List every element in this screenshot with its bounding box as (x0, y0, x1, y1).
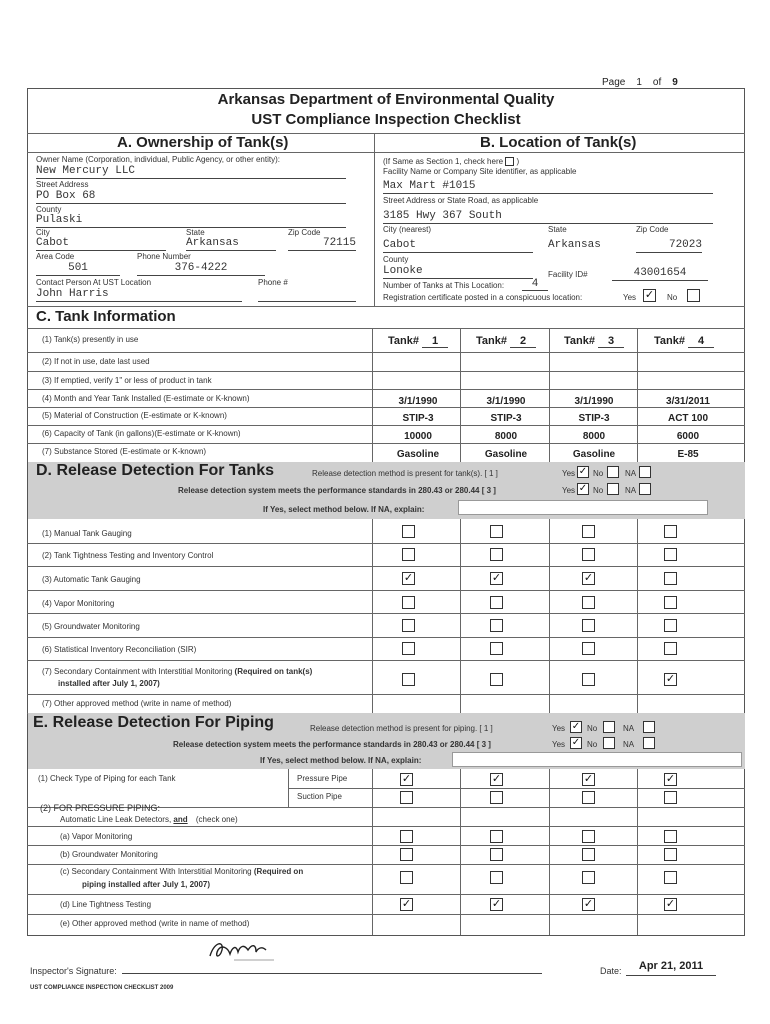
d-na-label: NA (625, 469, 637, 478)
same-checkbox[interactable] (505, 157, 514, 166)
divider (288, 788, 745, 789)
pressure-pipe-label: Pressure Pipe (297, 774, 348, 783)
d-row-label: (5) Groundwater Monitoring (42, 622, 140, 631)
d-checkbox[interactable]: ✓ (491, 572, 502, 584)
contact-label: Contact Person At UST Location (36, 278, 152, 287)
divider (27, 407, 745, 408)
d-row7-text: (7) Secondary Containment with Interstitial Monitoring (42, 667, 233, 676)
date-field[interactable]: Apr 21, 2011 (626, 960, 716, 976)
e-explain-text: If Yes, select method below. If NA, explain: (260, 756, 422, 765)
tank-substance: Gasoline (484, 449, 528, 460)
tank-material: STIP-3 (490, 413, 522, 424)
divider (27, 152, 745, 153)
d-checkbox[interactable] (582, 673, 595, 686)
tank-prefix: Tank# (564, 335, 595, 347)
e-sub-c-line2: piping installed after July 1, 2007) (82, 880, 211, 889)
tank-header (564, 335, 624, 348)
e-yes-label: Yes (552, 740, 566, 749)
d-row-label: (3) Automatic Tank Gauging (42, 575, 141, 584)
reg-yes-label: Yes (623, 293, 637, 302)
d-yes-label: Yes (562, 486, 576, 495)
d-row7-line2: installed after July 1, 2007) (58, 679, 160, 688)
tank-substance: E-85 (677, 449, 699, 460)
reg-label: Registration certificate posted in a conspicuous location: (383, 293, 583, 302)
divider (27, 389, 745, 390)
d-checkbox[interactable] (582, 525, 595, 538)
tank-installed: 3/1/1990 (574, 396, 614, 407)
form-title: UST Compliance Inspection Checklist (251, 111, 521, 128)
e-pressure-checkbox[interactable]: ✓ (583, 773, 594, 785)
d-explain-field[interactable] (458, 500, 708, 515)
divider (27, 371, 745, 372)
suction-pipe-label: Suction Pipe (297, 792, 342, 801)
divider (27, 894, 745, 895)
facility-id-field[interactable]: 43001654 (612, 267, 708, 281)
tank-prefix: Tank# (476, 335, 507, 347)
e-sub-label: (a) Vapor Monitoring (60, 832, 133, 841)
divider (27, 864, 745, 865)
divider (637, 519, 638, 713)
zip-field[interactable]: 72115 (288, 237, 356, 251)
tank-num: 4 (688, 335, 714, 348)
d-checkbox[interactable] (664, 619, 677, 632)
facility-label: Facility Name or Company Site identifier, as applicable (383, 167, 577, 176)
e-present-no-checkbox[interactable] (603, 721, 615, 733)
c-row-label: (4) Month and Year Tank Installed (E-estimate or K-known) (42, 394, 250, 403)
d-explain-text: If Yes, select method below. If NA, explain: (263, 505, 425, 514)
e-row1-label: (1) Check Type of Piping for each Tank (38, 774, 176, 783)
page-label: Page (602, 77, 626, 88)
b-city-label: City (nearest) (383, 225, 432, 234)
state-field[interactable]: Arkansas (186, 237, 276, 251)
e-suction-checkbox[interactable] (582, 791, 595, 804)
d-checkbox[interactable] (664, 596, 677, 609)
tank-header (476, 335, 536, 348)
divider (27, 845, 745, 846)
d-checkbox[interactable] (490, 548, 503, 561)
d-row-label: (6) Statistical Inventory Reconciliation (SIR) (42, 645, 197, 654)
b-county-label: County (383, 255, 409, 264)
section-c-heading: C. Tank Information (36, 308, 176, 325)
contact-phone-label: Phone # (258, 278, 288, 287)
reg-no-checkbox[interactable] (687, 289, 700, 302)
e-vapor-checkbox[interactable] (664, 830, 677, 843)
e-suction-checkbox[interactable] (490, 791, 503, 804)
tank-substance: Gasoline (572, 449, 616, 460)
d-checkbox[interactable] (582, 619, 595, 632)
e-row2b-and: and (173, 815, 188, 824)
tank-material: ACT 100 (667, 413, 708, 424)
e-yes-label: Yes (552, 724, 566, 733)
e-secondary-checkbox[interactable] (664, 871, 677, 884)
d-row-label (42, 667, 312, 676)
county-field[interactable]: Pulaski (36, 214, 346, 228)
same-label-close: ) (516, 157, 520, 166)
divider (27, 443, 745, 444)
e-secondary-checkbox[interactable] (400, 871, 413, 884)
section-e-heading: E. Release Detection For Piping (33, 714, 274, 731)
d-checkbox[interactable] (490, 673, 503, 686)
e-sub-label: (e) Other approved method (write in name of method) (60, 919, 250, 928)
reg-yes-checkbox[interactable]: ✓ (644, 289, 655, 301)
divider (549, 519, 550, 713)
divider (27, 694, 745, 695)
e-row2b-text: Automatic Line Leak Detectors, (60, 815, 172, 824)
c-row-label: (7) Substance Stored (E-estimate or K-known) (42, 447, 207, 456)
section-a-heading: A. Ownership of Tank(s) (117, 134, 289, 151)
tank-num: 3 (598, 335, 624, 348)
tank-num: 1 (422, 335, 448, 348)
b-state-label: State (548, 225, 567, 234)
area-code-label: Area Code (36, 252, 75, 261)
e-sub-label: (d) Line Tightness Testing (60, 900, 152, 909)
city-label: City (36, 228, 50, 237)
c-row-label: (5) Material of Construction (E-estimate or K-known) (42, 411, 227, 420)
d-checkbox[interactable] (490, 619, 503, 632)
d-yes-label: Yes (562, 469, 576, 478)
d-no-label: No (593, 486, 604, 495)
e-secondary-checkbox[interactable] (490, 871, 503, 884)
facility-field[interactable]: Max Mart #1015 (383, 180, 713, 194)
b-state-field[interactable]: Arkansas (548, 239, 601, 251)
divider (374, 133, 375, 307)
page-total: 9 (664, 77, 686, 89)
b-zip-label: Zip Code (636, 225, 669, 234)
tank-installed: 3/1/1990 (486, 396, 526, 407)
e-row2b-check-one: (check one) (195, 815, 238, 824)
e-pressure-checkbox[interactable]: ✓ (665, 773, 676, 785)
d-checkbox[interactable] (664, 572, 677, 585)
c-row-label: (1) Tank(s) presently in use (42, 335, 139, 344)
owner-field[interactable]: New Mercury LLC (36, 165, 346, 179)
e-vapor-checkbox[interactable] (582, 830, 595, 843)
e-pressure-checkbox[interactable]: ✓ (401, 773, 412, 785)
city-field[interactable]: Cabot (36, 237, 166, 251)
tank-substance: Gasoline (396, 449, 440, 460)
sig-label: Inspector's Signature: (30, 966, 117, 976)
divider (27, 425, 745, 426)
d-present-yes-checkbox[interactable]: ✓ (578, 466, 588, 477)
divider (27, 613, 745, 614)
e-standards-no-checkbox[interactable] (603, 737, 615, 749)
section-b-heading: B. Location of Tank(s) (480, 134, 637, 151)
c-row-label: (3) If emptied, verify 1" or less of product in tank (42, 376, 212, 385)
d-row-label: (2) Tank Tightness Testing and Inventory Control (42, 551, 214, 560)
divider (27, 306, 745, 307)
page-num: 1 (628, 77, 650, 89)
divider (27, 352, 745, 353)
d-checkbox[interactable] (664, 548, 677, 561)
d-checkbox[interactable] (490, 525, 503, 538)
tank-installed: 3/31/2011 (666, 396, 710, 407)
e-line-tightness-checkbox[interactable]: ✓ (665, 898, 676, 910)
tank-capacity: 8000 (582, 431, 606, 442)
d-checkbox[interactable] (402, 673, 415, 686)
tank-capacity: 8000 (494, 431, 518, 442)
tank-material: STIP-3 (578, 413, 610, 424)
e-present-yes-checkbox[interactable]: ✓ (571, 721, 581, 732)
b-zip-field[interactable]: 72023 (636, 239, 702, 253)
reg-no-label: No (667, 293, 678, 302)
same-label (383, 155, 519, 166)
divider (27, 543, 745, 544)
divider (27, 566, 745, 567)
divider (27, 590, 745, 591)
date-label: Date: (600, 966, 622, 976)
e-sub-c-text: (c) Secondary Containment With Interstitial Monitoring (60, 867, 252, 876)
e-suction-checkbox[interactable] (400, 791, 413, 804)
num-tanks-field[interactable]: 4 (522, 278, 548, 291)
d-checkbox[interactable] (582, 548, 595, 561)
tank-header (388, 335, 448, 348)
divider (460, 769, 461, 935)
d-checkbox[interactable] (664, 642, 677, 655)
d-checkbox[interactable] (402, 596, 415, 609)
d-present-text: Release detection method is present for tank(s). [ 1 ] (312, 469, 498, 478)
d-standards-text: Release detection system meets the performance standards in 280.43 or 280.44 [ 3 ] (178, 486, 496, 495)
d-standards-na-checkbox[interactable] (639, 483, 651, 495)
d-checkbox[interactable] (582, 642, 595, 655)
d-present-na-checkbox[interactable] (639, 466, 651, 478)
tank-prefix: Tank# (654, 335, 685, 347)
e-na-label: NA (623, 724, 635, 733)
num-tanks-label: Number of Tanks at This Location: (383, 281, 505, 290)
e-row2b-label (60, 815, 238, 824)
d-standards-yes-checkbox[interactable]: ✓ (578, 483, 588, 494)
d-checkbox[interactable] (582, 596, 595, 609)
divider (372, 769, 373, 935)
d-row-label: (4) Vapor Monitoring (42, 599, 115, 608)
d-row-label: (1) Manual Tank Gauging (42, 529, 132, 538)
signature-image (204, 938, 284, 964)
e-line-tightness-checkbox[interactable]: ✓ (491, 898, 502, 910)
e-pressure-checkbox[interactable]: ✓ (491, 773, 502, 785)
tank-material: STIP-3 (402, 413, 434, 424)
page-of-label: of (652, 77, 662, 88)
e-groundwater-checkbox[interactable] (664, 848, 677, 861)
divider (27, 914, 745, 915)
zip-label: Zip Code (288, 228, 321, 237)
facility-id-label: Facility ID# (548, 270, 588, 279)
e-vapor-checkbox[interactable] (490, 830, 503, 843)
divider (27, 637, 745, 638)
street-label: Street Address (36, 180, 89, 189)
e-line-tightness-checkbox[interactable]: ✓ (401, 898, 412, 910)
tank-num: 2 (510, 335, 536, 348)
tank-prefix: Tank# (388, 335, 419, 347)
e-present-na-checkbox[interactable] (643, 721, 655, 733)
form-id: UST COMPLIANCE INSPECTION CHECKLIST 2009 (30, 985, 174, 991)
b-street-label: Street Address or State Road, as applicable (383, 196, 539, 205)
signature-field[interactable] (122, 954, 542, 974)
area-code-field[interactable]: 501 (36, 262, 120, 276)
divider (637, 769, 638, 935)
d-checkbox[interactable] (402, 642, 415, 655)
b-city-field[interactable]: Cabot (383, 239, 533, 253)
e-suction-checkbox[interactable] (664, 791, 677, 804)
e-standards-yes-checkbox[interactable]: ✓ (571, 737, 581, 748)
e-secondary-checkbox[interactable] (582, 871, 595, 884)
e-vapor-checkbox[interactable] (400, 830, 413, 843)
e-standards-na-checkbox[interactable] (643, 737, 655, 749)
d-checkbox[interactable]: ✓ (665, 673, 676, 685)
d-checkbox[interactable] (402, 619, 415, 632)
agency-title: Arkansas Department of Environmental Quality (217, 91, 555, 108)
d-checkbox[interactable] (402, 548, 415, 561)
divider (27, 660, 745, 661)
e-line-tightness-checkbox[interactable]: ✓ (583, 898, 594, 910)
e-present-text: Release detection method is present for piping. [ 1 ] (310, 724, 493, 733)
tank-capacity: 10000 (404, 431, 432, 442)
phone-field[interactable]: 376-4222 (137, 262, 265, 276)
e-no-label: No (587, 724, 598, 733)
tank-installed: 3/1/1990 (398, 396, 438, 407)
e-groundwater-checkbox[interactable] (490, 848, 503, 861)
e-explain-field[interactable] (452, 752, 742, 767)
e-row2-label: (2) FOR PRESSURE PIPING: (40, 803, 161, 813)
county-label: County (36, 205, 62, 214)
d-na-label: NA (625, 486, 637, 495)
divider (27, 826, 745, 827)
state-label: State (186, 228, 205, 237)
d-checkbox[interactable] (490, 642, 503, 655)
c-row-label: (2) If not in use, date last used (42, 357, 150, 366)
contact-phone-field[interactable] (258, 288, 356, 302)
d-standards-no-checkbox[interactable] (607, 483, 619, 495)
tank-header (654, 335, 714, 348)
tank-capacity: 6000 (676, 431, 700, 442)
same-label-text: (If Same as Section 1, check here (383, 157, 504, 166)
contact-field[interactable]: John Harris (36, 288, 242, 302)
phone-label: Phone Number (137, 252, 191, 261)
d-checkbox[interactable] (490, 596, 503, 609)
e-sub-c-bold: (Required on (253, 867, 304, 876)
divider (460, 519, 461, 713)
street-field[interactable]: PO Box 68 (36, 190, 346, 204)
divider (372, 519, 373, 713)
d-no-label: No (593, 469, 604, 478)
e-groundwater-checkbox[interactable] (400, 848, 413, 861)
d-checkbox[interactable]: ✓ (403, 572, 414, 584)
e-sub-label (60, 867, 303, 876)
d-checkbox[interactable] (664, 525, 677, 538)
d-checkbox[interactable] (402, 525, 415, 538)
e-na-label: NA (623, 740, 635, 749)
c-row-label: (6) Capacity of Tank (in gallons)(E-estimate or K-known) (42, 429, 241, 438)
b-street-field[interactable]: 3185 Hwy 367 South (383, 210, 713, 224)
d-row-label: (7) Other approved method (write in name of method) (42, 699, 232, 708)
section-d-heading: D. Release Detection For Tanks (36, 462, 274, 479)
b-county-field[interactable]: Lonoke (383, 265, 533, 279)
d-checkbox[interactable]: ✓ (583, 572, 594, 584)
e-groundwater-checkbox[interactable] (582, 848, 595, 861)
e-standards-text: Release detection system meets the performance standards in 280.43 or 280.44 [ 3 ] (173, 740, 491, 749)
e-no-label: No (587, 740, 598, 749)
d-row7-bold: (Required on tank(s) (234, 667, 313, 676)
e-sub-label: (b) Groundwater Monitoring (60, 850, 158, 859)
divider (549, 769, 550, 935)
owner-label: Owner Name (Corporation, individual, Public Agency, or other entity): (36, 155, 280, 164)
d-present-no-checkbox[interactable] (607, 466, 619, 478)
